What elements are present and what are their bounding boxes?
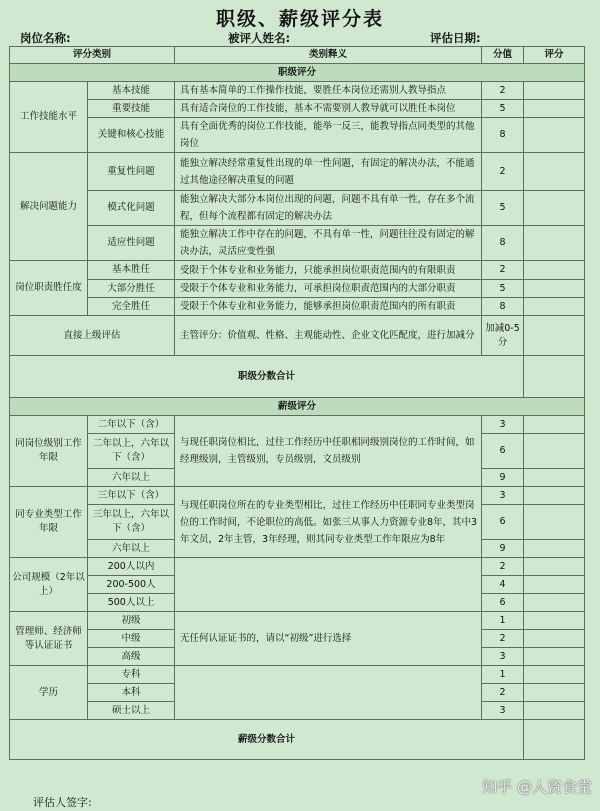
group-name: 同岗位级别工作年限: [10, 416, 88, 487]
score-cell[interactable]: [524, 469, 585, 487]
table-row: [10, 666, 585, 684]
item-points: 5: [482, 100, 524, 118]
group-desc: [175, 558, 482, 612]
item-points: 2: [482, 558, 524, 576]
rank-section-title: 职级评分: [10, 64, 585, 82]
group-desc: [175, 666, 482, 720]
form-title: 职级、薪级评分表: [215, 8, 384, 30]
supervisor-desc: 主管评分：价值观、性格、主观能动性、企业文化匹配度，进行加减分: [175, 316, 482, 356]
item-points: 4: [482, 576, 524, 594]
item-label: 三年以下（含）: [88, 487, 175, 505]
table-row: [10, 280, 585, 298]
item-desc: 具有全面优秀的岗位工作技能，能举一反三，能教导指点同类型的其他岗位: [175, 118, 482, 153]
score-cell[interactable]: [524, 684, 585, 702]
item-label: 重复性问题: [88, 153, 175, 191]
group-name: 岗位职责胜任度: [10, 261, 88, 316]
item-label: 关键和核心技能: [88, 118, 175, 153]
group-desc: 与现任职岗位所在的专业类型相比，过往工作经历中任职同专业类型岗位的工作时间，不论职位的高低。如张三从事人力资源专业8年，其中3年文员，2年主管，3年经理，则其同专业类型工作年限应为8年: [175, 487, 482, 558]
score-cell[interactable]: [524, 630, 585, 648]
total-row: [10, 356, 585, 398]
item-label: 500人以上: [88, 594, 175, 612]
item-label: 适应性问题: [88, 226, 175, 261]
score-cell[interactable]: [524, 612, 585, 630]
item-label: 高级: [88, 648, 175, 666]
score-cell[interactable]: [524, 576, 585, 594]
group-name: 管理师、经济师等认证证书: [10, 612, 88, 666]
item-desc: 具有基本简单的工作操作技能，要胜任本岗位还需别人教导指点: [175, 82, 482, 100]
item-desc: 具有适合岗位的工作技能，基本不需要别人教导就可以胜任本岗位: [175, 100, 482, 118]
item-points: 2: [482, 261, 524, 280]
score-cell[interactable]: [524, 153, 585, 191]
header-category: 评分类别: [10, 47, 175, 64]
item-points: 3: [482, 416, 524, 434]
table-row: [10, 153, 585, 191]
item-label: 重要技能: [88, 100, 175, 118]
score-cell[interactable]: [524, 487, 585, 505]
salary-total-score[interactable]: [524, 720, 585, 760]
item-points: 3: [482, 487, 524, 505]
item-label: 大部分胜任: [88, 280, 175, 298]
item-desc: 能独立解决工作中存在的问题，不具有单一性，问题往往没有固定的解决办法，灵活应变性强: [175, 226, 482, 261]
item-points: 8: [482, 298, 524, 316]
item-label: 三年以上，六年以下（含）: [88, 505, 175, 540]
evaluatee-name-label: 被评人姓名:: [228, 31, 291, 45]
item-label: 本科: [88, 684, 175, 702]
item-label: 六年以上: [88, 540, 175, 558]
header-points: 分值: [482, 47, 524, 64]
rank-total-score[interactable]: [524, 356, 585, 398]
item-label: 六年以上: [88, 469, 175, 487]
item-points: 8: [482, 226, 524, 261]
score-cell[interactable]: [524, 226, 585, 261]
table-row: [10, 82, 585, 100]
item-label: 中级: [88, 630, 175, 648]
item-label: 200人以内: [88, 558, 175, 576]
score-cell[interactable]: [524, 594, 585, 612]
table-row: [10, 298, 585, 316]
item-label: 200-500人: [88, 576, 175, 594]
table-row: [10, 100, 585, 118]
table-row: [10, 226, 585, 261]
group-desc: 无任何认证证书的，请以“初级”进行选择: [175, 612, 482, 666]
item-points: 2: [482, 684, 524, 702]
supervisor-points: 加减0-5分: [482, 316, 524, 356]
total-row: [10, 720, 585, 760]
position-name-label: 岗位名称:: [20, 31, 71, 45]
score-cell[interactable]: [524, 416, 585, 434]
item-desc: 能独立解决经常重复性出现的单一性问题，有固定的解决办法，不能通过其他途径解决重复的问题: [175, 153, 482, 191]
score-cell[interactable]: [524, 540, 585, 558]
table-row: [10, 261, 585, 280]
item-points: 6: [482, 594, 524, 612]
group-desc: 与现任职岗位相比，过往工作经历中任职相同级别岗位的工作时间，如经理级别，主管级别，专员级别，文员级别: [175, 416, 482, 487]
item-points: 9: [482, 540, 524, 558]
item-desc: 受限于个体专业和业务能力，可承担岗位职责范围内的大部分职责: [175, 280, 482, 298]
item-label: 基本胜任: [88, 261, 175, 280]
score-cell[interactable]: [524, 100, 585, 118]
score-cell[interactable]: [524, 191, 585, 226]
item-points: 6: [482, 434, 524, 469]
table-header-row: [10, 47, 585, 64]
score-cell[interactable]: [524, 702, 585, 720]
group-name: 学历: [10, 666, 88, 720]
item-label: 专科: [88, 666, 175, 684]
item-label: 硕士以上: [88, 702, 175, 720]
table-row: [10, 558, 585, 576]
item-label: 基本技能: [88, 82, 175, 100]
table-row: [10, 191, 585, 226]
rank-total-label: 职级分数合计: [10, 356, 524, 398]
item-points: 9: [482, 469, 524, 487]
score-cell[interactable]: [524, 666, 585, 684]
score-cell[interactable]: [524, 558, 585, 576]
score-cell[interactable]: [524, 280, 585, 298]
item-points: 5: [482, 280, 524, 298]
group-name: 解决问题能力: [10, 153, 88, 261]
score-cell[interactable]: [524, 505, 585, 540]
salary-total-label: 薪级分数合计: [10, 720, 524, 760]
score-cell[interactable]: [524, 298, 585, 316]
evaluation-date-label: 评估日期:: [430, 31, 481, 45]
item-label: 二年以上，六年以下（含）: [88, 434, 175, 469]
evaluator-signature-label: 评估人签字:: [33, 796, 92, 809]
item-points: 2: [482, 82, 524, 100]
salary-section-title: 薪级评分: [10, 398, 585, 416]
table-row: [10, 487, 585, 505]
item-label: 完全胜任: [88, 298, 175, 316]
item-desc: 能独立解决大部分本岗位出现的问题，问题不具有单一性，存在多个流程，但每个流程都有固定的解决办法: [175, 191, 482, 226]
score-cell[interactable]: [524, 316, 585, 356]
section-row: [10, 64, 585, 82]
watermark: 知乎 @人资食堂: [482, 778, 592, 796]
header-score: 评分: [524, 47, 585, 64]
item-points: 2: [482, 630, 524, 648]
table-row: [10, 316, 585, 356]
item-points: 1: [482, 612, 524, 630]
section-row: [10, 398, 585, 416]
supervisor-label: 直接上级评估: [10, 316, 175, 356]
score-cell[interactable]: [524, 118, 585, 153]
group-name: 工作技能水平: [10, 82, 88, 153]
table-row: [10, 416, 585, 434]
table-row: [10, 118, 585, 153]
score-cell[interactable]: [524, 82, 585, 100]
item-desc: 受限于个体专业和业务能力，只能承担岗位职责范围内的有限职责: [175, 261, 482, 280]
item-points: 3: [482, 702, 524, 720]
item-points: 3: [482, 648, 524, 666]
item-points: 2: [482, 153, 524, 191]
item-points: 6: [482, 505, 524, 540]
score-cell[interactable]: [524, 261, 585, 280]
header-definition: 类别释义: [175, 47, 482, 64]
item-desc: 受限于个体专业和业务能力，能够承担岗位职责范围内的所有职责: [175, 298, 482, 316]
score-cell[interactable]: [524, 434, 585, 469]
item-label: 模式化问题: [88, 191, 175, 226]
group-name: 同专业类型工作年限: [10, 487, 88, 558]
item-label: 初级: [88, 612, 175, 630]
group-name: 公司规模（2年以上）: [10, 558, 88, 612]
item-points: 1: [482, 666, 524, 684]
rating-table: [9, 46, 585, 760]
score-cell[interactable]: [524, 648, 585, 666]
table-row: [10, 612, 585, 630]
item-label: 二年以下（含）: [88, 416, 175, 434]
item-points: 8: [482, 118, 524, 153]
item-points: 5: [482, 191, 524, 226]
